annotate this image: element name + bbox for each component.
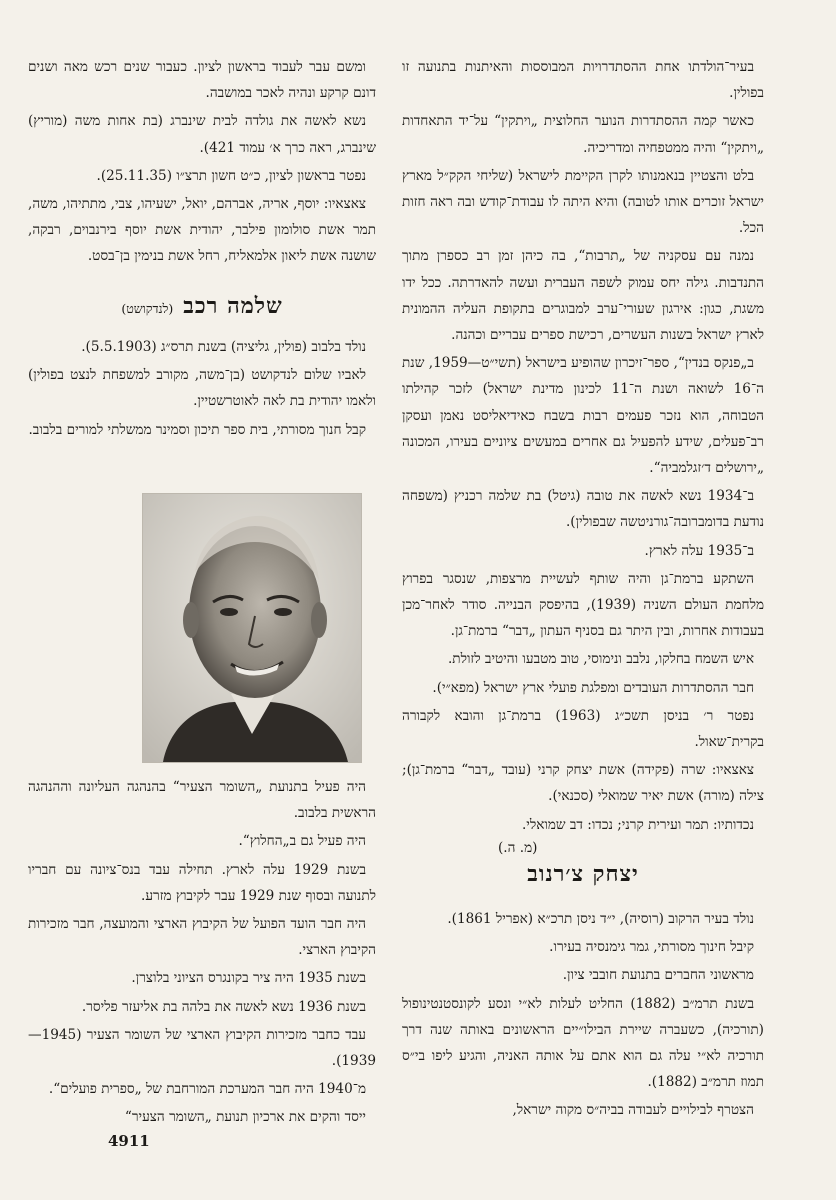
paragraph: קבל חנוך מסורתי, בית ספר תיכון וסמינר ממשלתי למורים בלבוב. [28, 421, 366, 438]
paragraph: ב־1935 עלה לארץ. [644, 542, 754, 559]
bio-name-note: (לנדקושט) [121, 301, 174, 316]
paragraph: מראשוני החברים בתנועת חובבי ציון. [562, 967, 754, 984]
paragraph: בשנת 1935 היה ציר בקונגרס הציוני בלוצרן. [131, 970, 366, 987]
paragraph: מ־1940 היה חבר המערכת המורחבת של „ספרית פועלים“. [48, 1081, 366, 1098]
bio-heading-chernov [402, 856, 764, 892]
paragraph: לאביו שלום לנדקושט (בן־משה, מקורב למשפחת לנצט בפולין) ולאמו יהודית בת לאה לאוטרשטיין. [28, 367, 376, 410]
paragraph: ומשם עבר לעבוד בראשון לציון. כעבור שנים רכש מאה ושנים דונם קרקע ונהיה לאכר במושבה. [28, 59, 376, 102]
right-column [402, 54, 764, 856]
paragraph: קיבל חינוך מסורתי, גמר גימנסיה בעירו. [549, 939, 754, 956]
bio-name: שלמה רכב [183, 293, 283, 319]
paragraph: נכדותיו: תמר ועירית קרני; נכדו: דב שמואלי. [521, 816, 754, 833]
paragraph: הצטרף לבילויים לעבודה בביה״ס מקוה ישראל, [512, 1102, 754, 1119]
paragraph: נשא לאשה את גולדה לבית שינברג (בת אחות משה (מוריץ) שינברג, ראה כרך א׳ עמוד 421). [28, 113, 376, 156]
paragraph: נפטר ר׳ בניסן תשכ״ג (1963) ברמת־גן והובא לקבורה בקרית־שאול. [402, 707, 764, 751]
paragraph: בלט והצטיין בנאמנותו לקרן הקיימת לישראל (שליחי הקק״ל מארץ ישראל זוכרים אותו לטובה) והיא היתה לו עבודת־קודש ובה ראה חזות הכל. [402, 167, 764, 237]
paragraph: היה פעיל גם ב„החלוץ“. [238, 833, 366, 850]
left-column [28, 54, 376, 272]
paragraph: נולד בלבוב (פולין, גליציה) בשנת תרס״ג (5.5.1903). [81, 339, 366, 355]
paragraph: נולד בעיר הרקוב (רוסיה), י״ד ניסן תרכ״א (אפריל 1861). [447, 911, 754, 927]
portrait-photo [142, 493, 362, 763]
paragraph: חבר ההסתדרות העובדים ומפלגת פועלי ארץ ישראל (מפא״י). [432, 679, 754, 696]
paragraph: צאצאיו: שרה (פקידה) אשת יצחק קרני (עובד „דבר“ ברמת־גן); צילה (מורה) אשת יאיר שמואלי (סכנאי). [402, 762, 764, 805]
bio-body-rekhev-continued [28, 774, 376, 1133]
bio-heading-rekhev [28, 288, 376, 327]
paragraph: צאצאיו: יוסף, אריה, אברהם, יואל, ישעיהו, צבי, מתתיהו, משה, תמר אשת סולומון פילבר, יהודית אשת יוסף בירנבוים, רבקה, שושנה אשת ליאון אלמאליח, רחל אשת בנימין בן־בסט. [28, 196, 376, 265]
paragraph: בשנת תרמ״ב (1882) החליט לעלות לא״י ונסע לקונסטנטינופול (תורכיה), כשעברה שיירת הבילו״יים הראשונים באותה שנה דרך תורכיה לא״י עלה גם הוא אתם על אותה האניה, והגיע ליפו בי״ס תמוז תרמ״ב (1882). [402, 995, 764, 1091]
paragraph: ייסד והקים את ארכיון תנועת „השומר הצעיר“ [124, 1109, 366, 1126]
paragraph: בשנת 1929 עלה לארץ. תחילה עבד בנס־ציונה עם חבריו לתנועה ובסוף שנת 1929 עבר לקיבוץ מזרע. [28, 861, 376, 904]
paragraph: ב„פנקס בנדין“, ספר־זיכרון שהופיע בישראל (תשי״ט—1959, שנת ה־16 לשואה ושנת ה־11 לכינון מדינת ישראל) לזכר קהילתו הטבוחה, הוא נזכר פעמים רבות בשבח כאידיאליסט נאמן ועסקן רב־פעלים, שידע להפעיל גם אחרים במעשים ציוניים בעירו, המכונה „ירושלים ד׳זגלמביה“. [402, 355, 764, 477]
paragraph: היה פעיל בתנועת „השומר הצעיר“ בהנהגה העליונה וההנהגה הראשית בלבוב. [28, 779, 376, 822]
paragraph: היה חבר הועד הפועל של הקיבוץ הארצי והמועצה, חבר מזכירות הקיבוץ הארצי. [28, 916, 376, 959]
bio-name-line [28, 288, 376, 327]
bio-name: יצחק צ׳רנוב [527, 861, 639, 887]
paragraph: השתקע ברמת־גן והיה שותף לעשיית מרצפות, שנסגר בפרוץ מלחמת העולם השניה (1939), בהיפסק הבנייה. סודר לאחר־מכן בעבודות אחרות, ובין היתר גם בסניף העתון „דבר“ ברמת־גן. [402, 570, 765, 640]
paragraph: נפטר בראשון לציון, כ״ט חשון תרצ״ו (25.11.35). [96, 167, 366, 184]
paragraph: בעיר־הולדתו אחת ההסתדרויות המבוססות והאיתנות בתנועה זו בפולין. [402, 59, 764, 102]
paragraph: ב־1934 נשא לאשה את טובה (גיטל) בת שלמה רכניץ (משפחה נודעת בדומברובה־גורניטשה שבפולין). [402, 488, 764, 531]
paragraph: נמנה עם עסקניה של „תרבות“, בה כיהן זמן רב כספרן מתוך התנדבות. גילה יחס עמוק לשפה העברית ועשה להאדרתה. ככל ידו משגת, כגון: אירגון שעורי־ערב למבוגרים בתקופת העליה ההמונית לארץ ישראל בשנות העשרים, רכישת ספרים עבריים וכהנה. [402, 248, 764, 344]
paragraph: עבד כחבר מזכירות הקיבוץ הארצי של השומר הצעיר (1945—1939). [28, 1026, 376, 1070]
author-signature: (מ. ה.) [498, 839, 538, 856]
paragraph: בשנת 1936 נשא לאשה את בלהה בת אליעזר פליסר. [81, 998, 366, 1015]
portrait-image [143, 494, 361, 762]
paragraph: כאשר קמה ההסתדרות הנוער החלוצית „ויתקין“ על־יד התאחדות „ויתקין“ והיה ממטפחיה ומדריכיה. [402, 113, 764, 156]
paragraph: איש השמח בחלקו, נלבב ונימוסי, טוב מטבעו והיטיב לזולת. [447, 651, 754, 668]
bio-body-rekhev [28, 334, 376, 445]
page-number: 4911 [108, 1132, 150, 1150]
bio-body-chernov [402, 906, 764, 1126]
